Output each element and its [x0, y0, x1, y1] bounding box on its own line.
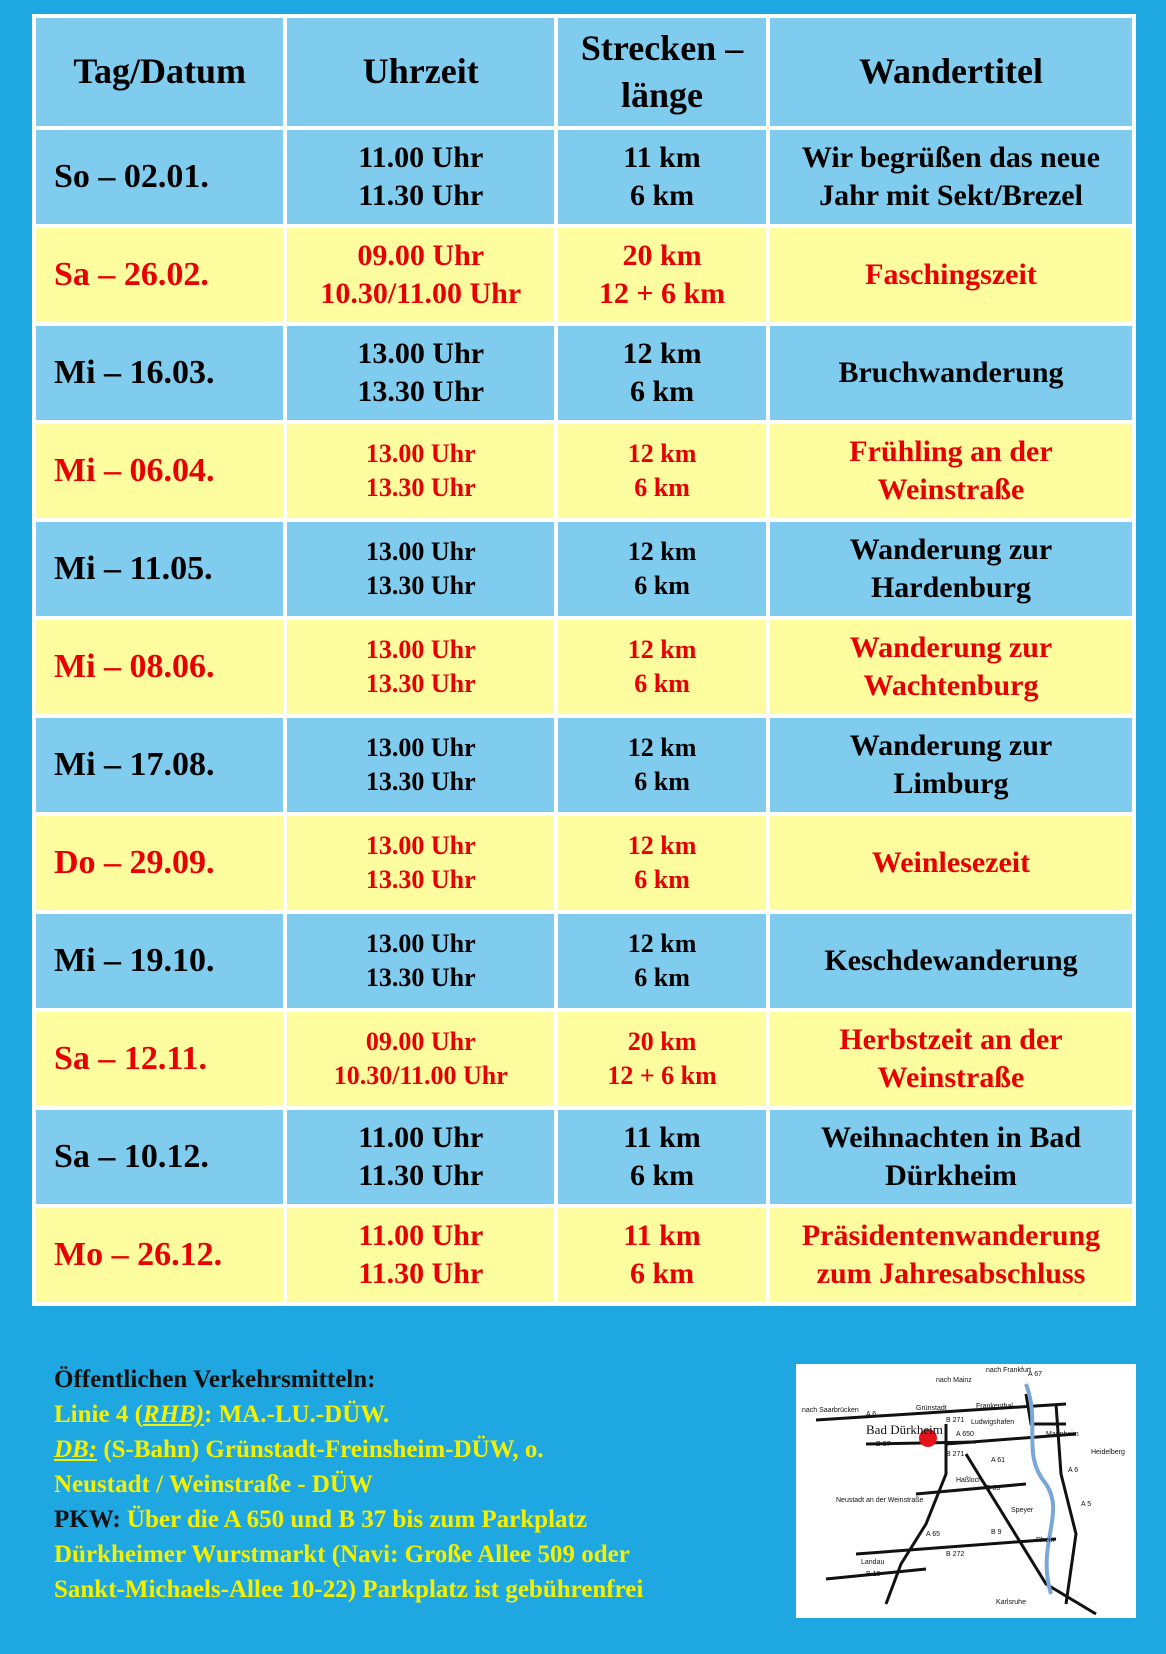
- map-label: B 37: [876, 1441, 891, 1448]
- row-title: [770, 228, 1132, 322]
- row-date: [36, 620, 283, 714]
- row-distance: [558, 1110, 766, 1204]
- row-time-line2: 10.30/11.00 Uhr: [333, 1061, 508, 1090]
- row-distance-line2: 6 km: [634, 767, 690, 796]
- row-date-line1: Sa – 10.12.: [54, 1138, 209, 1176]
- row-distance-line1: 12 km: [627, 929, 697, 959]
- map-label: B 10: [866, 1571, 881, 1578]
- row-title-line2: Hardenburg: [870, 571, 1031, 604]
- row-date-line1: Mi – 08.06.: [54, 648, 215, 686]
- transport-info: [54, 1362, 794, 1607]
- pkw-label: PKW:: [54, 1506, 121, 1533]
- row-distance: [558, 1012, 766, 1106]
- row-distance-line1: 12 km: [627, 831, 697, 861]
- table-row: [36, 1012, 1132, 1106]
- row-title-line1: Wir begrüßen das neue: [801, 140, 1101, 174]
- map-label: Karlsruhe: [996, 1599, 1026, 1606]
- row-title-line2: Jahr mit Sekt/Brezel: [819, 179, 1083, 212]
- row-distance-line2: 12 + 6 km: [598, 277, 726, 310]
- row-title: [770, 1208, 1132, 1302]
- header-distance: [558, 18, 766, 126]
- row-time-line2: 13.30 Uhr: [365, 473, 476, 502]
- pkw-text: Über die A 650 und B 37 bis zum Parkplatz: [120, 1506, 587, 1533]
- row-distance-line1: 12 km: [627, 439, 697, 469]
- map-label: Neustadt an der Weinstraße: [836, 1497, 924, 1504]
- row-date-line1: Mi – 16.03.: [54, 354, 215, 392]
- map-label: Haßloch: [956, 1477, 983, 1484]
- map-label: Heidelberg: [1091, 1449, 1125, 1456]
- info-line-pkw: [54, 1502, 794, 1537]
- row-date: [36, 718, 283, 812]
- row-distance-line2: 6 km: [634, 473, 690, 502]
- table-row: [36, 718, 1132, 812]
- map-label: A 67: [1028, 1371, 1043, 1378]
- row-time-line1: 13.00 Uhr: [365, 831, 476, 861]
- row-distance-line1: 12 km: [627, 635, 697, 665]
- row-title: [770, 620, 1132, 714]
- row-distance-line1: 20 km: [622, 238, 702, 272]
- info-line-rhb: [54, 1397, 794, 1432]
- info-line-rhb-prefix: Linie 4 (: [54, 1401, 143, 1428]
- map-label: nach Frankfurt: [986, 1367, 1032, 1374]
- map-label: Grünstadt: [916, 1405, 947, 1412]
- row-date-line1: Mi – 19.10.: [54, 942, 215, 980]
- row-time-line1: 11.00 Uhr: [358, 1218, 484, 1252]
- rhb-link[interactable]: RHB): [142, 1401, 205, 1428]
- row-date: [36, 228, 283, 322]
- row-date: [36, 1110, 283, 1204]
- map-label: B 271: [946, 1417, 965, 1424]
- row-title: [770, 424, 1132, 518]
- row-title: [770, 914, 1132, 1008]
- row-time-line2: 11.30 Uhr: [358, 1257, 484, 1290]
- row-distance-line1: 11 km: [623, 1218, 701, 1252]
- row-date-line1: Mi – 11.05.: [54, 550, 213, 588]
- map-label: A 5: [1081, 1501, 1092, 1508]
- row-time-line1: 11.00 Uhr: [358, 140, 484, 174]
- row-time: [287, 816, 554, 910]
- row-time-line1: 13.00 Uhr: [365, 733, 476, 763]
- row-distance-line1: 12 km: [622, 336, 702, 370]
- table-header-row: [36, 18, 1132, 126]
- row-time-line2: 13.30 Uhr: [357, 375, 485, 408]
- map-label: Landau: [861, 1559, 885, 1566]
- header-title: Wandertitel: [770, 18, 1132, 126]
- row-distance: [558, 914, 766, 1008]
- row-date-line1: Mi – 06.04.: [54, 452, 215, 490]
- row-distance-line1: 11 km: [623, 140, 701, 174]
- row-distance-line1: 20 km: [627, 1027, 697, 1057]
- map-label: A 65: [926, 1531, 941, 1538]
- row-date: [36, 914, 283, 1008]
- map-label: A 61: [991, 1457, 1006, 1464]
- table-row: [36, 228, 1132, 322]
- map-road-west: [886, 1424, 946, 1604]
- row-title-line1: Frühling an der: [849, 434, 1053, 468]
- schedule-table-wrapper: [32, 14, 1136, 1306]
- row-title-line1: Keschdewanderung: [824, 943, 1078, 977]
- info-line-wurstmarkt: Dürkheimer Wurstmarkt (Navi: Große Allee 509 oder: [54, 1541, 630, 1568]
- route-map: [796, 1364, 1136, 1618]
- row-title: [770, 326, 1132, 420]
- map-label: Speyer: [1011, 1507, 1034, 1514]
- row-distance-line2: 6 km: [634, 865, 690, 894]
- map-label: Ludwigshafen: [971, 1419, 1015, 1426]
- row-time: [287, 326, 554, 420]
- map-label: B 9: [991, 1529, 1002, 1536]
- row-title-line2: Wachtenburg: [863, 669, 1039, 702]
- row-distance-line1: 12 km: [627, 733, 697, 763]
- table-row: [36, 130, 1132, 224]
- row-distance: [558, 1208, 766, 1302]
- row-time-line2: 13.30 Uhr: [365, 767, 476, 796]
- row-time-line1: 09.00 Uhr: [357, 238, 485, 272]
- row-title-line1: Wanderung zur: [849, 532, 1053, 566]
- map-label: Frankenthal: [976, 1403, 1013, 1410]
- row-time: [287, 718, 554, 812]
- row-time: [287, 424, 554, 518]
- row-distance-line1: 11 km: [623, 1120, 701, 1154]
- row-title: [770, 522, 1132, 616]
- info-line-db-suffix: (S-Bahn) Grünstadt-Freinsheim-DÜW, o.: [97, 1436, 544, 1463]
- map-label: Rhein: [1036, 1537, 1055, 1544]
- row-date: [36, 1208, 283, 1302]
- table-row: [36, 522, 1132, 616]
- map-label: B 272: [946, 1551, 965, 1558]
- map-label: nach Mainz: [936, 1377, 972, 1384]
- row-distance: [558, 326, 766, 420]
- map-road-b39: [916, 1484, 1026, 1494]
- row-time-line1: 13.00 Uhr: [365, 439, 476, 469]
- info-line-parking: Sankt-Michaels-Allee 10-22) Parkplatz ist gebührenfrei: [54, 1576, 644, 1603]
- row-date-line1: Sa – 12.11.: [54, 1040, 208, 1078]
- map-label: B 271: [946, 1451, 965, 1458]
- row-distance: [558, 522, 766, 616]
- row-date-line1: Mi – 17.08.: [54, 746, 215, 784]
- row-distance: [558, 718, 766, 812]
- row-title-line1: Herbstzeit an der: [839, 1022, 1063, 1056]
- row-title-line2: Weinstraße: [877, 473, 1025, 506]
- map-label: A 6: [866, 1411, 877, 1418]
- header-date: Tag/Datum: [36, 18, 283, 126]
- row-distance-line2: 6 km: [629, 375, 695, 408]
- info-line-db: [54, 1432, 794, 1467]
- row-distance-line2: 6 km: [629, 1159, 695, 1192]
- row-title-line2: Weinstraße: [877, 1061, 1025, 1094]
- row-title-line1: Bruchwanderung: [838, 355, 1064, 389]
- row-date: [36, 1012, 283, 1106]
- row-time-line1: 13.00 Uhr: [365, 635, 476, 665]
- row-time-line2: 13.30 Uhr: [365, 571, 476, 600]
- row-distance: [558, 228, 766, 322]
- row-time: [287, 914, 554, 1008]
- row-time-line2: 13.30 Uhr: [365, 963, 476, 992]
- row-date-line1: Sa – 26.02.: [54, 256, 209, 294]
- map-label: Bad Dürkheim: [866, 1422, 943, 1437]
- row-date-line1: Mo – 26.12.: [54, 1236, 223, 1274]
- row-distance-line2: 6 km: [634, 571, 690, 600]
- row-date: [36, 522, 283, 616]
- row-title: [770, 130, 1132, 224]
- info-line-neustadt: Neustadt / Weinstraße - DÜW: [54, 1471, 373, 1498]
- db-link[interactable]: DB:: [54, 1436, 98, 1463]
- row-time-line1: 09.00 Uhr: [365, 1027, 476, 1057]
- table-row: [36, 326, 1132, 420]
- route-map-svg: [796, 1364, 1136, 1618]
- row-date-line1: Do – 29.09.: [54, 844, 215, 882]
- row-title: [770, 1110, 1132, 1204]
- row-title-line2: zum Jahresabschluss: [816, 1257, 1086, 1290]
- row-distance-line2: 6 km: [634, 669, 690, 698]
- row-title: [770, 1012, 1132, 1106]
- row-date: [36, 130, 283, 224]
- row-distance-line2: 6 km: [629, 179, 695, 212]
- map-label: Mannheim: [1046, 1431, 1079, 1438]
- row-time: [287, 1208, 554, 1302]
- row-title-line1: Weihnachten in Bad: [820, 1120, 1082, 1154]
- row-time-line1: 13.00 Uhr: [357, 336, 485, 370]
- row-date: [36, 816, 283, 910]
- row-title: [770, 816, 1132, 910]
- table-row: [36, 1110, 1132, 1204]
- row-title-line1: Faschingszeit: [865, 257, 1037, 291]
- info-heading: Öffentlichen Verkehrsmitteln:: [54, 1366, 376, 1393]
- map-label: A 650: [956, 1431, 974, 1438]
- row-title: [770, 718, 1132, 812]
- header-distance-line1: Strecken –: [580, 28, 744, 69]
- row-title-line2: Dürkheim: [885, 1159, 1017, 1192]
- row-time-line1: 13.00 Uhr: [365, 537, 476, 567]
- row-date: [36, 326, 283, 420]
- row-distance-line2: 6 km: [629, 1257, 695, 1290]
- row-date-line1: So – 02.01.: [54, 158, 209, 196]
- row-time: [287, 620, 554, 714]
- table-row: [36, 424, 1132, 518]
- row-distance-line2: 6 km: [634, 963, 690, 992]
- table-row: [36, 1208, 1132, 1302]
- row-time-line1: 13.00 Uhr: [365, 929, 476, 959]
- row-time-line2: 11.30 Uhr: [358, 1159, 484, 1192]
- row-title-line1: Präsidentenwanderung: [801, 1218, 1101, 1252]
- row-time-line1: 11.00 Uhr: [358, 1120, 484, 1154]
- row-time-line2: 13.30 Uhr: [365, 669, 476, 698]
- row-distance: [558, 130, 766, 224]
- row-distance-line2: 12 + 6 km: [607, 1061, 717, 1090]
- table-row: [36, 620, 1132, 714]
- row-time-line2: 13.30 Uhr: [365, 865, 476, 894]
- row-distance-line1: 12 km: [627, 537, 697, 567]
- map-label: B 39: [986, 1485, 1001, 1492]
- row-time-line2: 11.30 Uhr: [358, 179, 484, 212]
- header-distance-line2: länge: [621, 75, 704, 115]
- row-title-line2: Limburg: [893, 767, 1009, 800]
- row-title-line1: Weinlesezeit: [871, 845, 1031, 879]
- row-time: [287, 228, 554, 322]
- row-time: [287, 1012, 554, 1106]
- map-label: nach Saarbrücken: [802, 1407, 859, 1414]
- header-time: Uhrzeit: [287, 18, 554, 126]
- row-time: [287, 1110, 554, 1204]
- schedule-table: [32, 14, 1136, 1306]
- row-distance: [558, 620, 766, 714]
- row-title-line1: Wanderung zur: [849, 630, 1053, 664]
- table-row: [36, 914, 1132, 1008]
- row-title-line1: Wanderung zur: [849, 728, 1053, 762]
- row-date: [36, 424, 283, 518]
- map-label: A 6: [1068, 1467, 1079, 1474]
- row-time: [287, 522, 554, 616]
- row-time-line2: 10.30/11.00 Uhr: [320, 277, 522, 310]
- info-line-rhb-suffix: : MA.-LU.-DÜW.: [204, 1401, 390, 1428]
- row-time: [287, 130, 554, 224]
- table-row: [36, 816, 1132, 910]
- row-distance: [558, 816, 766, 910]
- row-distance: [558, 424, 766, 518]
